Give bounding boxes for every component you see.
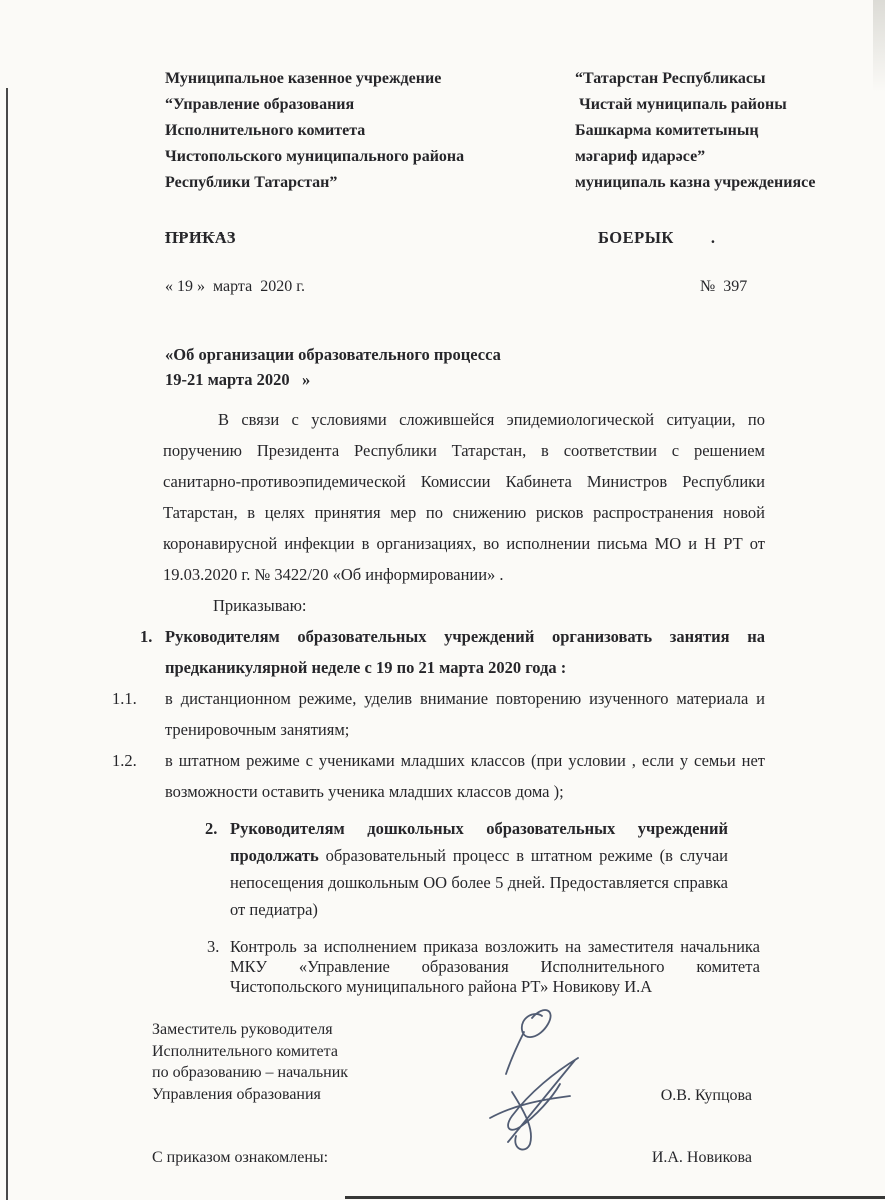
list-item-2 (205, 815, 728, 923)
list-item-text: в дистанционном режиме, уделив внимание повторению изученного материала и тренировочным занятиям; (165, 689, 765, 739)
order-number: № 397 (700, 278, 748, 295)
org-line: мәгариф идарәсе” (575, 148, 706, 165)
order-type-tatar: БОЕРЫК . (598, 228, 716, 247)
org-name-tatar (575, 66, 880, 196)
list-item-text: Руководителям образовательных учреждений организовать занятия на предканикулярной неделе с 19 по 21 марта 2020 года : (165, 627, 765, 677)
list-item-number: 1.1. (112, 689, 137, 708)
org-line: “Татарстан Республикасы (575, 70, 766, 87)
signer-position-line: по образованию – начальник (152, 1064, 349, 1081)
signer-position-line: Исполнительного комитета (152, 1042, 338, 1060)
list-item-text: в штатном режиме с учениками младших классов (при условии , если у семьи нет возможности оставить ученика младших классов дома ); (165, 751, 765, 801)
list-item-1-1 (112, 683, 765, 745)
letterhead (0, 66, 885, 196)
list-item-text: образовательный процесс в штатном режиме (в случаи непосещения дошкольным ОО более 5 дней. Предоставляется справка от педиатра) (230, 846, 728, 919)
org-line: Муниципальное казенное учреждение (165, 70, 442, 87)
org-line: Чистай муниципаль районы (575, 96, 787, 113)
acknowledgement-label: С приказом ознакомлены: (152, 1149, 329, 1166)
preamble-paragraph: В связи с условиями сложившейся эпидемиологической ситуации, по поручению Президента Республики Татарстан, в соответствии с решением санитарно-противоэпидемической Комиссии Кабинета Министров Республики Татарстан, в целях принятия мер по снижению рисков распространения новой коронавирусной инфекции в организациях, во исполнении письма МО и Н РТ от 19.03.2020 г. № 3422/20 «Об информировании» . (163, 410, 765, 584)
signer-name: О.В. Купцова (660, 1087, 752, 1104)
order-subject-line: 19-21 марта 2020 » (165, 370, 311, 389)
order-date: « 19 » марта 2020 г. (165, 278, 305, 295)
order-subject (0, 342, 885, 392)
order-type-row (0, 228, 885, 250)
org-line: муниципаль казна учреждениясе (575, 174, 816, 191)
signer-position-line: Управления образования (152, 1085, 321, 1103)
order-type-russian-text: ПРИКАЗ (165, 228, 236, 247)
org-line: Чистопольского муниципального района (165, 148, 465, 165)
signer-position-line: Заместитель руководителя (152, 1021, 333, 1038)
list-item-number: 1.2. (112, 751, 137, 770)
list-item-text: Контроль за исполнением приказа возложить на заместителя начальника МКУ «Управление образования Исполнительного комитета Чистопольского муниципального района РТ» Новикову И.А (230, 937, 760, 996)
list-item-number: 2. (205, 819, 218, 838)
org-line: Башкарма комитетының (575, 122, 759, 139)
list-item-3 (207, 937, 760, 997)
order-type-russian (165, 228, 560, 250)
date-number-row (0, 278, 885, 300)
org-name-russian (165, 66, 560, 196)
list-item-number: 3. (207, 937, 220, 956)
list-item-1-2 (112, 745, 765, 807)
scan-artifact-bottom-edge (345, 1196, 885, 1199)
scan-artifact-left-edge (6, 88, 8, 1200)
scan-artifact-top-right (873, 0, 885, 92)
ordering-word: Приказываю: (213, 596, 307, 615)
acknowledged-by-name: И.А. Новикова (651, 1149, 752, 1166)
signoff-block (152, 1019, 752, 1105)
org-line: “Управление образования (165, 96, 355, 113)
list-item-text-bold: Руководителям дошкольных образовательных учреждений продолжать (230, 819, 728, 865)
acknowledgement-row (152, 1149, 752, 1167)
order-subject-line: «Об организации образовательного процесса (165, 345, 501, 364)
org-line: Республики Татарстан” (165, 174, 338, 191)
org-line: Исполнительного комитета (165, 122, 366, 139)
list-item-number: 1. (140, 627, 153, 646)
signer-position (152, 1019, 348, 1105)
list-item-1 (140, 621, 765, 683)
